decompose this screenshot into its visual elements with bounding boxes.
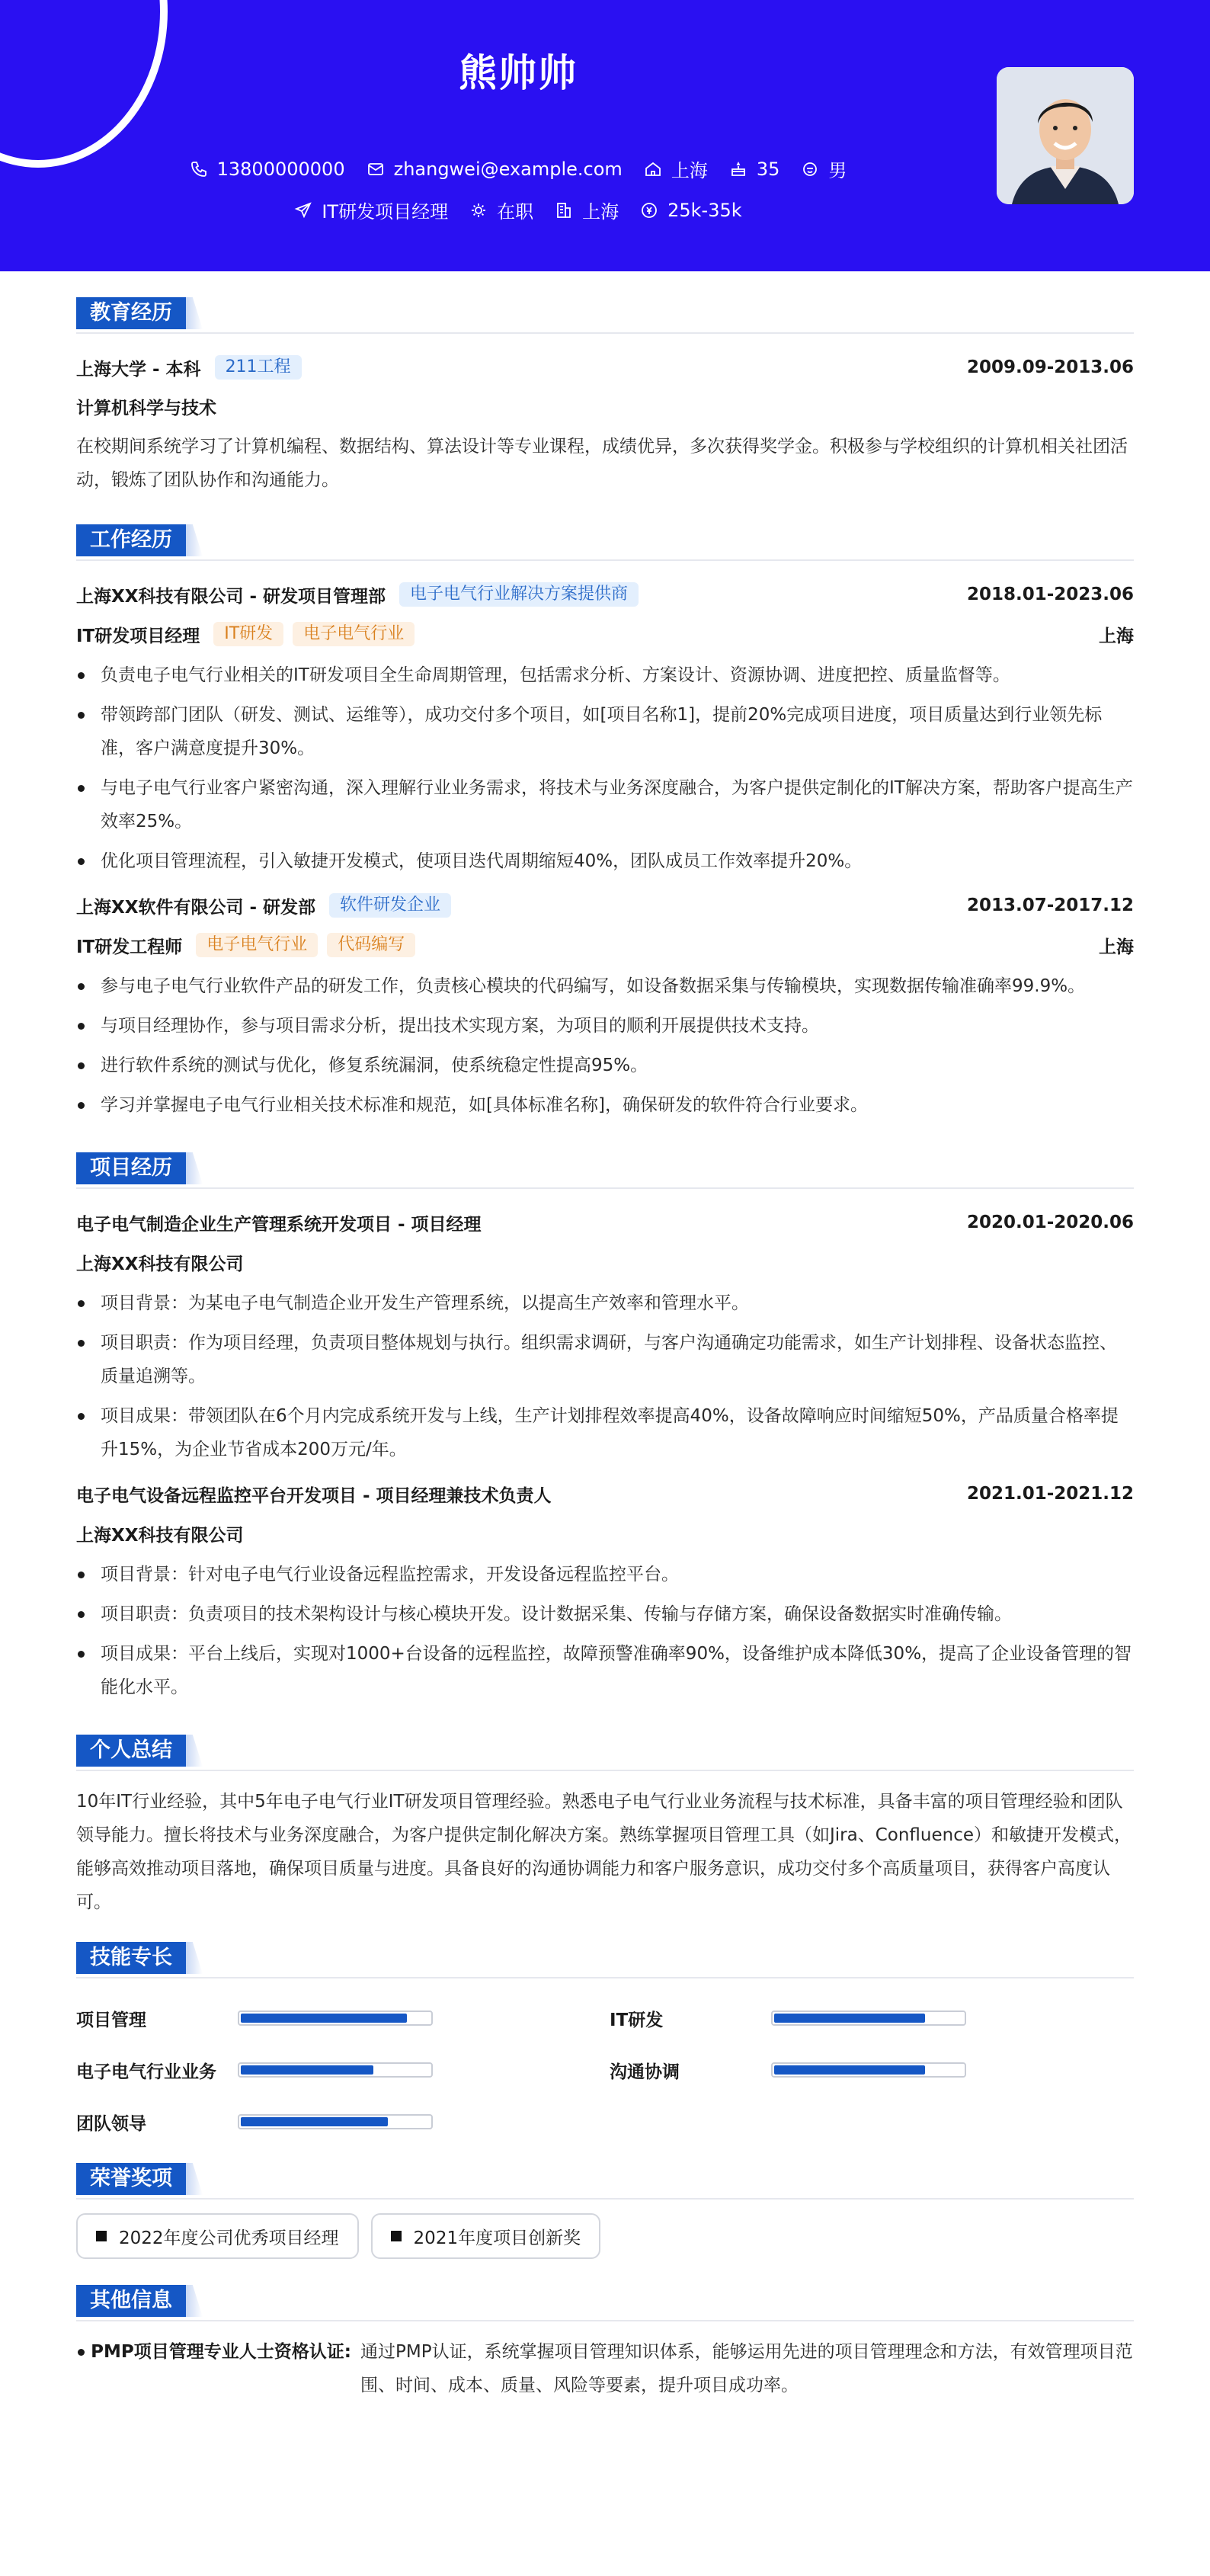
job-role: IT研发工程师	[76, 937, 183, 957]
skill-name: 电子电气行业业务	[76, 2062, 216, 2082]
skill-bar	[771, 2062, 966, 2078]
job-item	[76, 886, 1134, 1122]
school-name: 上海大学 - 本科	[76, 359, 201, 380]
honor-text: 2022年度公司优秀项目经理	[119, 2228, 339, 2248]
job-bullet: 带领跨部门团队（研发、测试、运维等），成功交付多个项目，如[项目名称1]，提前20%完成项目进度，项目质量达到行业领先标准，客户满意度提升30%。	[76, 698, 1134, 765]
email-text: zhangwei@example.com	[393, 158, 623, 180]
project-company: 上海XX科技有限公司	[76, 1254, 244, 1274]
company-name: 上海XX软件有限公司 - 研发部	[76, 897, 316, 918]
job-date: 2018.01-2023.06	[966, 585, 1134, 604]
company-tag: 电子电气行业解决方案提供商	[399, 582, 639, 607]
project-name: 电子电气制造企业生产管理系统开发项目 - 项目经理	[76, 1214, 482, 1235]
job-bullet: 学习并掌握电子电气行业相关技术标准和规范，如[具体标准名称]，确保研发的软件符合行业要求。	[76, 1088, 1134, 1122]
job-item	[76, 575, 1134, 878]
skill-bar	[238, 2010, 433, 2026]
position-item	[294, 197, 448, 223]
project-item	[76, 1203, 1134, 1466]
other-label: PMP项目管理专业人士资格认证:	[91, 2342, 351, 2362]
company-name: 上海XX科技有限公司 - 研发项目管理部	[76, 586, 386, 607]
resume-body	[76, 297, 1134, 2402]
avatar-photo	[997, 67, 1134, 204]
skill-item	[610, 1992, 1074, 2044]
job-location: 上海	[1099, 937, 1134, 957]
summary-title: 个人总结	[76, 1735, 186, 1767]
skill-bar	[238, 2114, 433, 2129]
job-tag: IT研发	[213, 622, 283, 646]
phone-icon	[190, 160, 208, 178]
salary-text: 25k-35k	[667, 199, 742, 221]
job-bullet: 与电子电气行业客户紧密沟通，深入理解行业业务需求，将技术与业务深度融合，为客户提供定制化的IT解决方案，帮助客户提高生产效率25%。	[76, 771, 1134, 838]
money-icon	[640, 201, 658, 219]
job-intent-row	[0, 197, 1036, 223]
education-desc: 在校期间系统学习了计算机编程、数据结构、算法设计等专业课程，成绩优异，多次获得奖学金。积极参与学校组织的计算机相关社团活动，锻炼了团队协作和沟通能力。	[76, 437, 1128, 490]
skill-item	[76, 1992, 541, 2044]
honors-title: 荣誉奖项	[76, 2163, 186, 2195]
status-text: 在职	[497, 201, 534, 223]
resume-header	[0, 0, 1210, 271]
skills-section	[76, 1942, 1134, 2148]
summary-text: 10年IT行业经验，其中5年电子电气行业IT研发项目管理经验。熟悉电子电气行业业务流程与技术标准，具备丰富的项目管理经验和团队领导能力。擅长将技术与业务深度融合，为客户提供定制化解决方案。熟练掌握项目管理工具（如Jira、Confluence）和敏捷开发模式，能够高效推动项目落地，确保项目质量与进度。具备良好的沟通协调能力和客户服务意识，成功交付多个高质量项目，获得客户高度认可。	[76, 1792, 1132, 1912]
phone-text: 13800000000	[216, 158, 345, 180]
age-text: 35	[756, 158, 780, 180]
job-bullets	[76, 969, 1134, 1122]
skills-grid	[76, 1992, 1134, 2148]
send-icon	[294, 201, 312, 219]
cake-icon	[729, 160, 747, 178]
square-bullet-icon	[96, 2231, 107, 2241]
square-bullet-icon	[391, 2231, 402, 2241]
honor-item	[371, 2213, 601, 2259]
projects-title: 项目经历	[76, 1152, 186, 1184]
city-text: 上海	[671, 160, 708, 181]
city-item	[644, 155, 708, 182]
skill-fill	[241, 2065, 373, 2075]
home-icon	[644, 160, 662, 178]
status-icon	[469, 201, 488, 219]
skill-fill	[241, 2117, 388, 2126]
education-section	[76, 297, 1134, 497]
job-role: IT研发项目经理	[76, 626, 200, 646]
other-section	[76, 2285, 1134, 2402]
project-item	[76, 1474, 1134, 1704]
honors-list	[76, 2213, 1134, 2259]
contact-row	[0, 155, 1036, 182]
building-icon	[555, 201, 573, 219]
candidate-name: 熊帅帅	[459, 51, 578, 95]
skill-item	[76, 2044, 541, 2096]
position-text: IT研发项目经理	[322, 201, 449, 223]
status-item	[469, 197, 533, 223]
phone-item	[190, 159, 345, 180]
skill-bar	[238, 2062, 433, 2078]
skill-name: 沟通协调	[610, 2062, 680, 2082]
education-date: 2009.09-2013.06	[966, 357, 1134, 377]
project-bullets	[76, 1558, 1134, 1704]
avatar	[997, 67, 1134, 204]
gender-item	[801, 155, 847, 182]
skill-bar	[771, 2010, 966, 2026]
skill-item	[610, 2044, 1074, 2096]
project-bullet: 项目职责：作为项目经理，负责项目整体规划与执行。组织需求调研，与客户沟通确定功能需求，如生产计划排程、设备状态监控、质量追溯等。	[76, 1326, 1134, 1393]
school-tag: 211工程	[215, 355, 302, 380]
mail-icon	[367, 160, 385, 178]
job-date: 2013.07-2017.12	[966, 896, 1134, 915]
company-tag: 软件研发企业	[329, 893, 451, 918]
target-city-text: 上海	[582, 201, 619, 223]
projects-section	[76, 1152, 1134, 1704]
job-tag: 电子电气行业	[293, 622, 415, 646]
project-bullets	[76, 1286, 1134, 1466]
project-bullet: 项目成果：平台上线后，实现对1000+台设备的远程监控，故障预警准确率90%，设备维护成本降低30%，提高了企业设备管理的智能化水平。	[76, 1637, 1134, 1704]
job-bullets	[76, 658, 1134, 878]
summary-section	[76, 1735, 1134, 1919]
job-tag: 电子电气行业	[196, 933, 318, 957]
gender-text: 男	[828, 160, 847, 181]
other-item	[76, 2335, 1134, 2402]
skill-fill	[774, 2065, 925, 2075]
other-title: 其他信息	[76, 2285, 186, 2317]
email-item	[367, 159, 623, 180]
major: 计算机科学与技术	[76, 398, 216, 418]
project-date: 2020.01-2020.06	[966, 1213, 1134, 1232]
project-bullet: 项目背景：为某电子电气制造企业开发生产管理系统，以提高生产效率和管理水平。	[76, 1286, 1134, 1320]
job-tag: 代码编写	[327, 933, 415, 957]
skill-name: IT研发	[610, 2010, 664, 2030]
job-location: 上海	[1099, 626, 1134, 646]
job-bullet: 与项目经理协作，参与项目需求分析，提出技术实现方案，为项目的顺利开展提供技术支持。	[76, 1009, 1134, 1043]
work-title: 工作经历	[76, 524, 186, 556]
project-bullet: 项目背景：针对电子电气行业设备远程监控需求，开发设备远程监控平台。	[76, 1558, 1134, 1591]
skill-fill	[241, 2014, 407, 2023]
project-date: 2021.01-2021.12	[966, 1484, 1134, 1504]
project-company: 上海XX科技有限公司	[76, 1525, 244, 1546]
work-section	[76, 524, 1134, 1122]
project-bullet: 项目职责：负责项目的技术架构设计与核心模块开发。设计数据采集、传输与存储方案，确保设备数据实时准确传输。	[76, 1597, 1134, 1631]
job-bullet: 优化项目管理流程，引入敏捷开发模式，使项目迭代周期缩短40%，团队成员工作效率提升20%。	[76, 844, 1134, 878]
project-name: 电子电气设备远程监控平台开发项目 - 项目经理兼技术负责人	[76, 1485, 552, 1506]
honor-item	[76, 2213, 359, 2259]
project-bullet: 项目成果：带领团队在6个月内完成系统开发与上线，生产计划排程效率提高40%，设备故障响应时间缩短50%，产品质量合格率提升15%，为企业节省成本200万元/年。	[76, 1399, 1134, 1466]
target-city-item	[555, 197, 619, 223]
gender-icon	[801, 160, 819, 178]
salary-item	[640, 200, 742, 221]
job-bullet: 进行软件系统的测试与优化，修复系统漏洞，使系统稳定性提高95%。	[76, 1049, 1134, 1082]
job-bullet: 参与电子电气行业软件产品的研发工作，负责核心模块的代码编写，如设备数据采集与传输模块，实现数据传输准确率99.9%。	[76, 969, 1134, 1003]
job-bullet: 负责电子电气行业相关的IT研发项目全生命周期管理，包括需求分析、方案设计、资源协调、进度把控、质量监督等。	[76, 658, 1134, 692]
skill-name: 项目管理	[76, 2010, 146, 2030]
education-title: 教育经历	[76, 297, 186, 329]
honor-text: 2021年度项目创新奖	[413, 2228, 581, 2248]
other-text: 通过PMP认证，系统掌握项目管理知识体系，能够运用先进的项目管理理念和方法，有效管理项目范围、时间、成本、质量、风险等要素，提升项目成功率。	[360, 2342, 1133, 2395]
skill-item	[76, 2096, 541, 2148]
skill-name: 团队领导	[76, 2113, 146, 2134]
honors-section	[76, 2163, 1134, 2259]
skill-fill	[774, 2014, 925, 2023]
skills-title: 技能专长	[76, 1942, 186, 1974]
age-item	[729, 159, 780, 180]
